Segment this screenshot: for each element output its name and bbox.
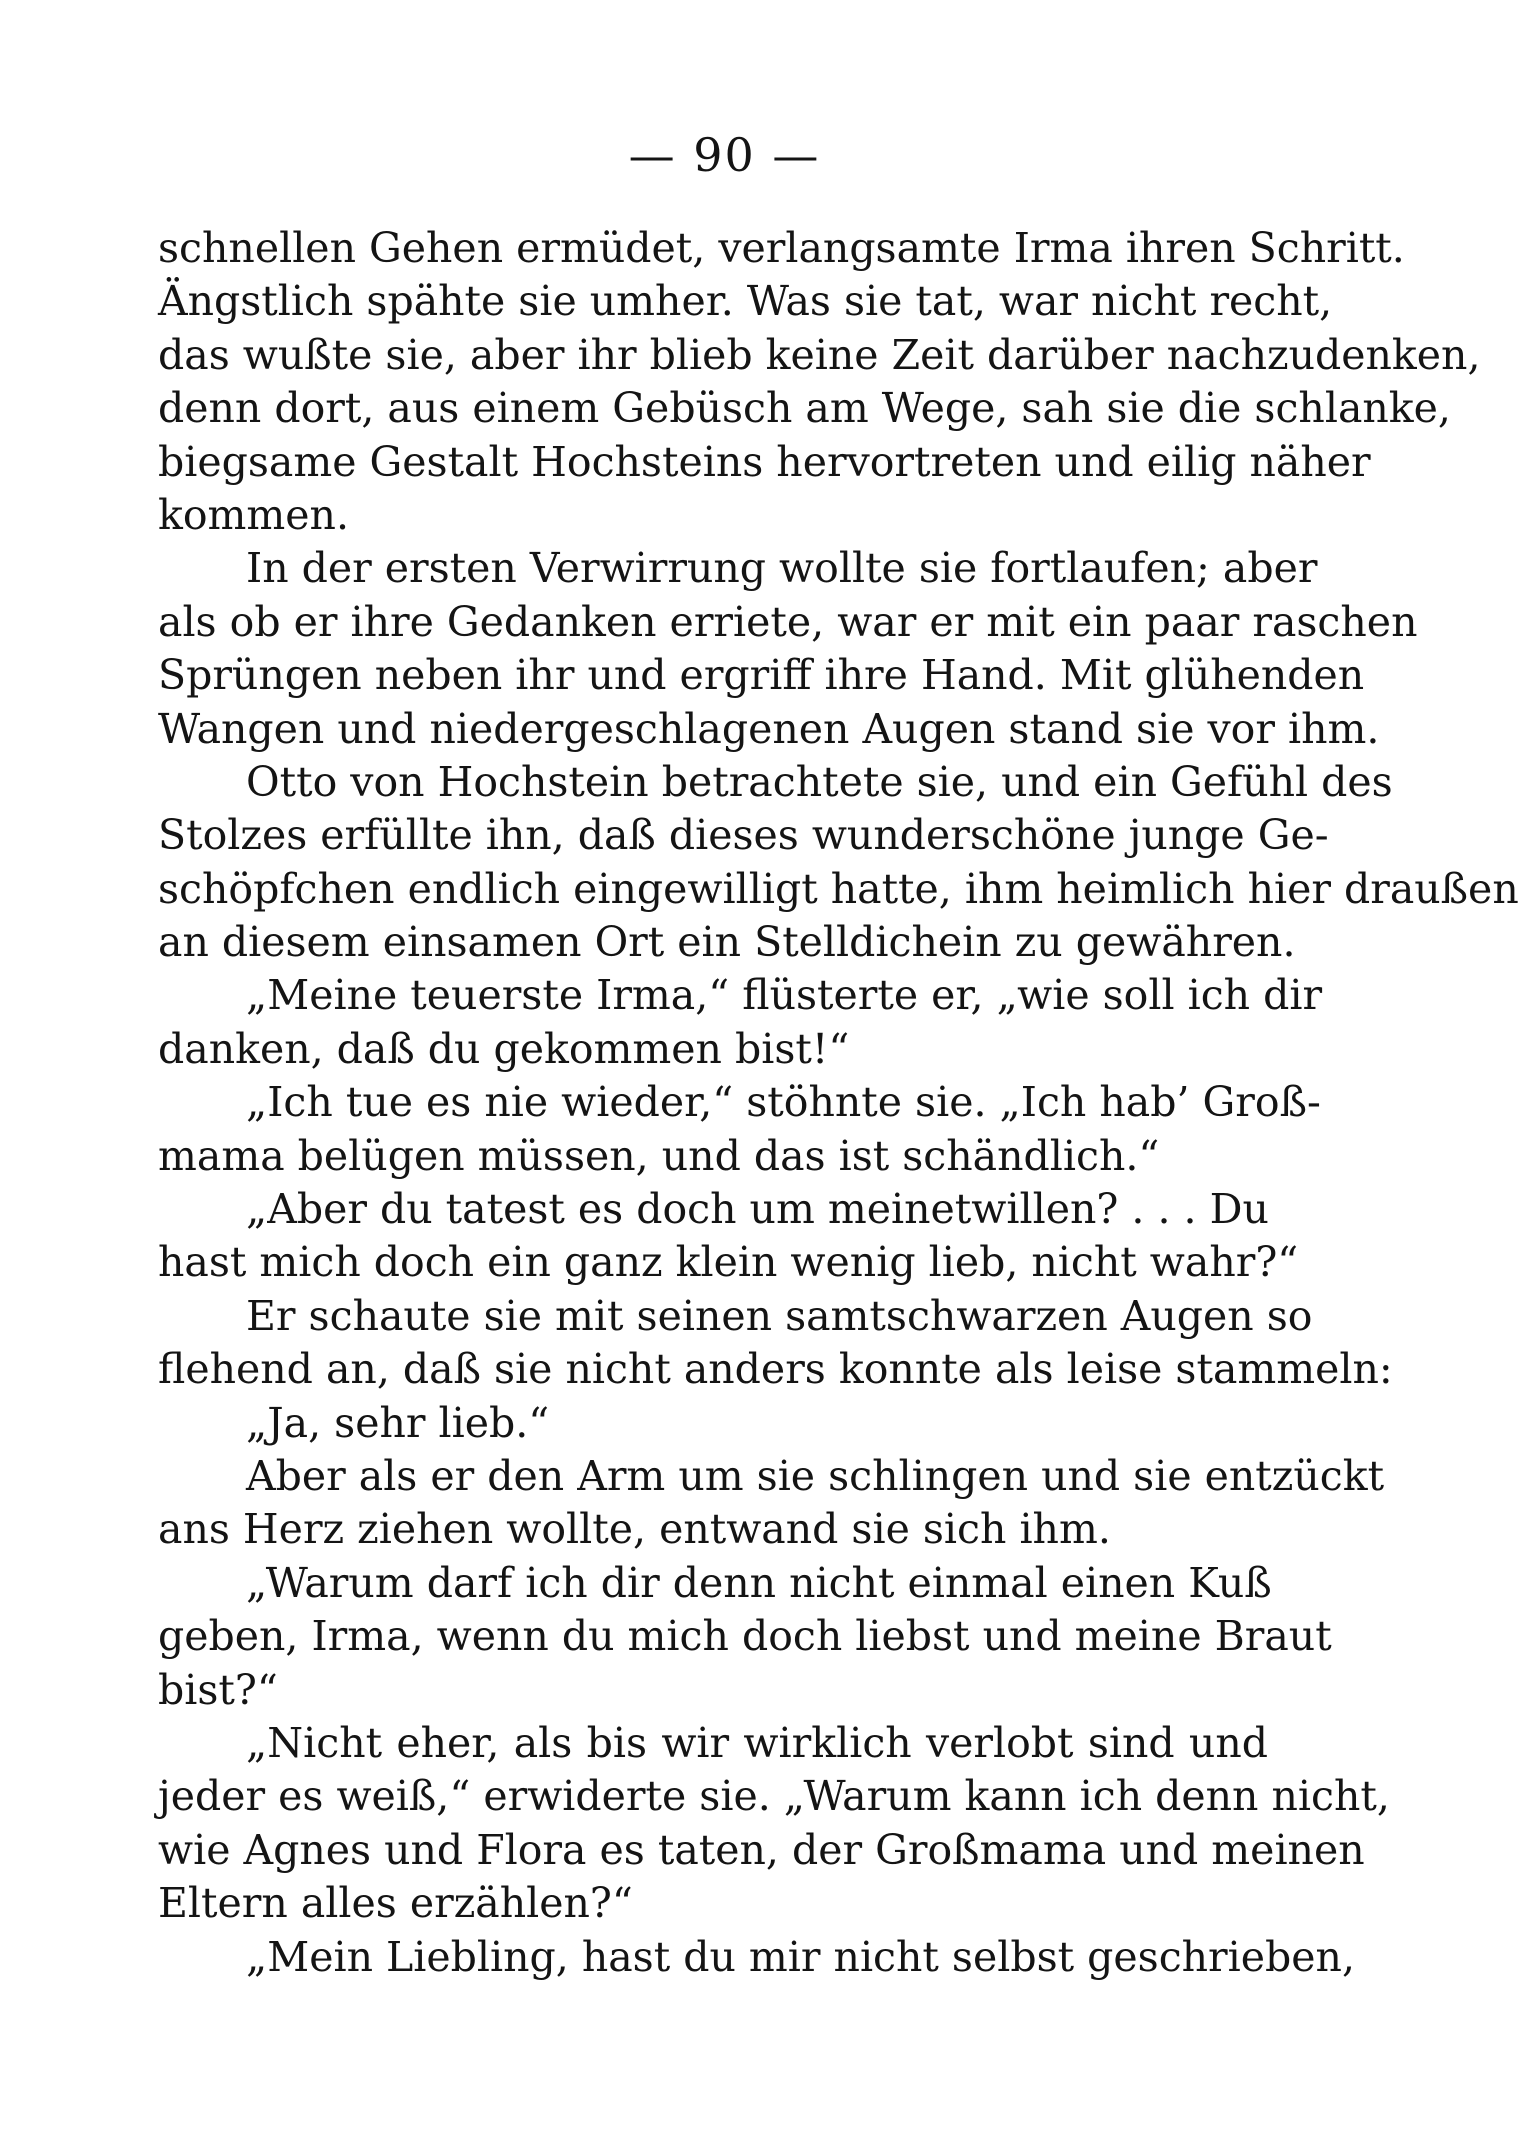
text-line: „Warum darf ich dir denn nicht einmal einen Kuß bbox=[246, 1558, 1272, 1607]
text-line: Wangen und niedergeschlagenen Augen stand sie vor ihm. bbox=[158, 704, 1380, 753]
text-line: Otto von Hochstein betrachtete sie, und ein Gefühl des bbox=[246, 757, 1393, 806]
text-line: Stolzes erfüllte ihn, daß dieses wunderschöne junge Ge- bbox=[158, 811, 1329, 860]
text-line: „Nicht eher, als bis wir wirklich verlobt sind und bbox=[246, 1718, 1268, 1767]
text-line: Aber als er den Arm um sie schlingen und sie entzückt bbox=[246, 1451, 1385, 1500]
text-line: „Aber du tatest es doch um meinetwillen? . . . Du bbox=[246, 1185, 1269, 1234]
text-line: denn dort, aus einem Gebüsch am Wege, sah sie die schlanke, bbox=[158, 384, 1451, 433]
text-line: ans Herz ziehen wollte, entwand sie sich ihm. bbox=[158, 1505, 1111, 1554]
text-line: „Meine teuerste Irma,“ flüsterte er, „wie soll ich dir bbox=[246, 971, 1323, 1020]
text-line: kommen. bbox=[158, 490, 349, 539]
text-line: biegsame Gestalt Hochsteins hervortreten und eilig näher bbox=[158, 437, 1371, 486]
text-line: Sprüngen neben ihr und ergriff ihre Hand. Mit glühenden bbox=[158, 651, 1365, 700]
text-line: geben, Irma, wenn du mich doch liebst und meine Braut bbox=[158, 1612, 1332, 1661]
text-line: schnellen Gehen ermüdet, verlangsamte Irma ihren Schritt. bbox=[158, 224, 1405, 272]
text-line: danken, daß du gekommen bist!“ bbox=[158, 1024, 850, 1073]
text-line: „Mein Liebling, hast du mir nicht selbst geschrieben, bbox=[246, 1932, 1355, 1981]
body-text bbox=[158, 222, 1519, 1984]
text-line: In der ersten Verwirrung wollte sie fortlaufen; aber bbox=[246, 544, 1318, 593]
text-line: an diesem einsamen Ort ein Stelldichein zu gewähren. bbox=[158, 918, 1296, 967]
text-line: Eltern alles erzählen?“ bbox=[158, 1879, 633, 1928]
text-line: bist?“ bbox=[158, 1665, 278, 1714]
text-line: Er schaute sie mit seinen samtschwarzen Augen so bbox=[246, 1291, 1313, 1340]
text-line: mama belügen müssen, und das ist schändlich.“ bbox=[158, 1131, 1160, 1180]
text-line: das wußte sie, aber ihr blieb keine Zeit darüber nachzudenken, bbox=[158, 330, 1481, 379]
text-line: Ängstlich spähte sie umher. Was sie tat, war nicht recht, bbox=[158, 277, 1333, 326]
text-line: schöpfchen endlich eingewilligt hatte, ihm heimlich hier draußen bbox=[158, 864, 1519, 913]
text-line: als ob er ihre Gedanken erriete, war er mit ein paar raschen bbox=[158, 597, 1418, 646]
text-line: hast mich doch ein ganz klein wenig lieb, nicht wahr?“ bbox=[158, 1238, 1299, 1287]
text-line: flehend an, daß sie nicht anders konnte als leise stammeln: bbox=[158, 1345, 1393, 1394]
text-line: „Ja, sehr lieb.“ bbox=[246, 1398, 550, 1447]
text-line: jeder es weiß,“ erwiderte sie. „Warum kann ich denn nicht, bbox=[158, 1772, 1390, 1821]
page-number: — 90 — bbox=[628, 128, 821, 182]
text-line: „Ich tue es nie wieder,“ stöhnte sie. „Ich hab’ Groß- bbox=[246, 1078, 1321, 1127]
text-line: wie Agnes und Flora es taten, der Großmama und meinen bbox=[158, 1825, 1365, 1874]
